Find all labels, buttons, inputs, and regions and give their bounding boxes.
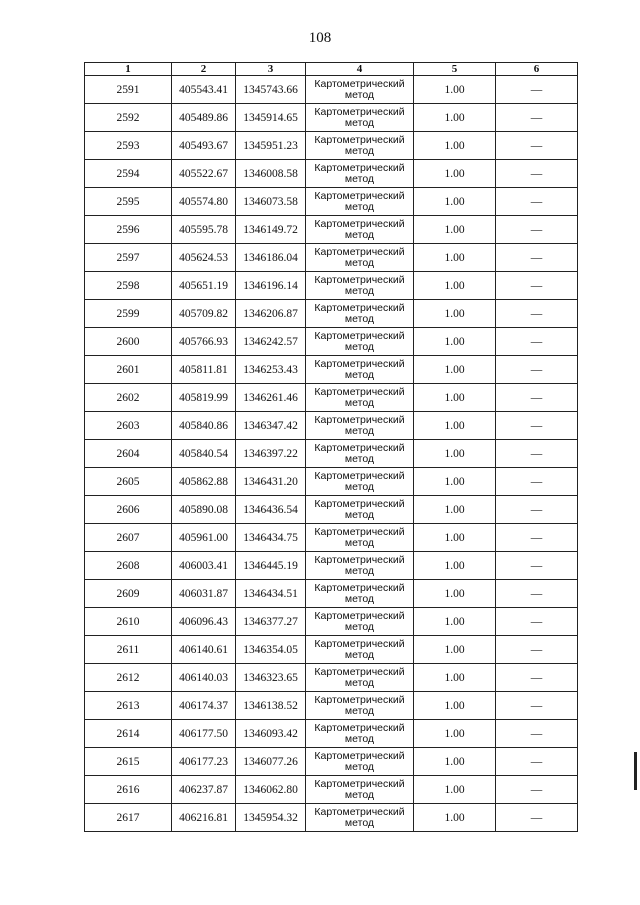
cell-accuracy: 1.00 xyxy=(414,664,496,692)
table-row xyxy=(85,104,578,132)
cell-point-number: 2605 xyxy=(85,468,172,496)
cell-method: Картометрический метод xyxy=(306,272,414,300)
cell-method: Картометрический метод xyxy=(306,412,414,440)
cell-note: — xyxy=(496,76,578,104)
cell-note: — xyxy=(496,160,578,188)
cell-y-coordinate: 1346196.14 xyxy=(236,272,306,300)
cell-point-number: 2594 xyxy=(85,160,172,188)
cell-note: — xyxy=(496,720,578,748)
cell-note: — xyxy=(496,216,578,244)
cell-x-coordinate: 405811.81 xyxy=(172,356,236,384)
cell-x-coordinate: 406216.81 xyxy=(172,804,236,832)
table-row xyxy=(85,720,578,748)
cell-x-coordinate: 405595.78 xyxy=(172,216,236,244)
cell-accuracy: 1.00 xyxy=(414,468,496,496)
cell-point-number: 2612 xyxy=(85,664,172,692)
cell-accuracy: 1.00 xyxy=(414,104,496,132)
cell-note: — xyxy=(496,244,578,272)
cell-y-coordinate: 1345954.32 xyxy=(236,804,306,832)
cell-accuracy: 1.00 xyxy=(414,776,496,804)
cell-point-number: 2603 xyxy=(85,412,172,440)
cell-y-coordinate: 1346431.20 xyxy=(236,468,306,496)
cell-note: — xyxy=(496,104,578,132)
header-col-6: 6 xyxy=(496,63,578,76)
cell-point-number: 2604 xyxy=(85,440,172,468)
cell-note: — xyxy=(496,384,578,412)
cell-method: Картометрический метод xyxy=(306,160,414,188)
table-row xyxy=(85,76,578,104)
cell-note: — xyxy=(496,552,578,580)
cell-x-coordinate: 405766.93 xyxy=(172,328,236,356)
cell-y-coordinate: 1346323.65 xyxy=(236,664,306,692)
cell-method: Картометрический метод xyxy=(306,356,414,384)
cell-method: Картометрический метод xyxy=(306,132,414,160)
cell-accuracy: 1.00 xyxy=(414,272,496,300)
cell-accuracy: 1.00 xyxy=(414,748,496,776)
cell-point-number: 2598 xyxy=(85,272,172,300)
cell-point-number: 2591 xyxy=(85,76,172,104)
table-row xyxy=(85,328,578,356)
cell-x-coordinate: 405840.54 xyxy=(172,440,236,468)
cell-method: Картометрический метод xyxy=(306,748,414,776)
cell-note: — xyxy=(496,608,578,636)
cell-x-coordinate: 406140.03 xyxy=(172,664,236,692)
cell-method: Картометрический метод xyxy=(306,76,414,104)
cell-accuracy: 1.00 xyxy=(414,132,496,160)
cell-method: Картометрический метод xyxy=(306,300,414,328)
cell-y-coordinate: 1346434.75 xyxy=(236,524,306,552)
cell-y-coordinate: 1346253.43 xyxy=(236,356,306,384)
table-row xyxy=(85,188,578,216)
cell-note: — xyxy=(496,496,578,524)
cell-point-number: 2596 xyxy=(85,216,172,244)
table-row xyxy=(85,412,578,440)
cell-method: Картометрический метод xyxy=(306,496,414,524)
page-number: 108 xyxy=(308,30,332,46)
cell-note: — xyxy=(496,328,578,356)
cell-accuracy: 1.00 xyxy=(414,356,496,384)
cell-note: — xyxy=(496,272,578,300)
cell-method: Картометрический метод xyxy=(306,580,414,608)
cell-method: Картометрический метод xyxy=(306,636,414,664)
cell-note: — xyxy=(496,748,578,776)
cell-y-coordinate: 1346445.19 xyxy=(236,552,306,580)
cell-method: Картометрический метод xyxy=(306,804,414,832)
cell-note: — xyxy=(496,580,578,608)
cell-accuracy: 1.00 xyxy=(414,328,496,356)
cell-method: Картометрический метод xyxy=(306,664,414,692)
cell-note: — xyxy=(496,356,578,384)
table-row xyxy=(85,552,578,580)
cell-accuracy: 1.00 xyxy=(414,300,496,328)
cell-x-coordinate: 405862.88 xyxy=(172,468,236,496)
cell-y-coordinate: 1346138.52 xyxy=(236,692,306,720)
table-row xyxy=(85,608,578,636)
cell-accuracy: 1.00 xyxy=(414,608,496,636)
table-row xyxy=(85,272,578,300)
cell-x-coordinate: 406237.87 xyxy=(172,776,236,804)
cell-accuracy: 1.00 xyxy=(414,412,496,440)
table-header-row xyxy=(85,63,578,76)
cell-accuracy: 1.00 xyxy=(414,216,496,244)
cell-point-number: 2617 xyxy=(85,804,172,832)
table-row xyxy=(85,636,578,664)
cell-x-coordinate: 405522.67 xyxy=(172,160,236,188)
cell-point-number: 2593 xyxy=(85,132,172,160)
cell-method: Картометрический метод xyxy=(306,608,414,636)
cell-point-number: 2595 xyxy=(85,188,172,216)
cell-accuracy: 1.00 xyxy=(414,720,496,748)
table-row xyxy=(85,244,578,272)
header-col-1: 1 xyxy=(85,63,172,76)
cell-note: — xyxy=(496,132,578,160)
table-row xyxy=(85,300,578,328)
cell-accuracy: 1.00 xyxy=(414,580,496,608)
cell-point-number: 2610 xyxy=(85,608,172,636)
cell-x-coordinate: 405961.00 xyxy=(172,524,236,552)
cell-y-coordinate: 1345914.65 xyxy=(236,104,306,132)
cell-method: Картометрический метод xyxy=(306,216,414,244)
cell-accuracy: 1.00 xyxy=(414,496,496,524)
cell-note: — xyxy=(496,412,578,440)
cell-note: — xyxy=(496,468,578,496)
table-row xyxy=(85,468,578,496)
cell-method: Картометрический метод xyxy=(306,468,414,496)
table-row xyxy=(85,664,578,692)
cell-point-number: 2616 xyxy=(85,776,172,804)
cell-y-coordinate: 1346149.72 xyxy=(236,216,306,244)
cell-x-coordinate: 405819.99 xyxy=(172,384,236,412)
cell-x-coordinate: 406177.23 xyxy=(172,748,236,776)
table-row xyxy=(85,384,578,412)
cell-method: Картометрический метод xyxy=(306,440,414,468)
table-row xyxy=(85,160,578,188)
cell-accuracy: 1.00 xyxy=(414,160,496,188)
cell-note: — xyxy=(496,188,578,216)
table-row xyxy=(85,440,578,468)
cell-y-coordinate: 1346206.87 xyxy=(236,300,306,328)
cell-point-number: 2606 xyxy=(85,496,172,524)
coordinates-table xyxy=(84,62,578,832)
cell-point-number: 2599 xyxy=(85,300,172,328)
cell-accuracy: 1.00 xyxy=(414,188,496,216)
cell-x-coordinate: 405709.82 xyxy=(172,300,236,328)
cell-x-coordinate: 405543.41 xyxy=(172,76,236,104)
cell-accuracy: 1.00 xyxy=(414,76,496,104)
cell-point-number: 2601 xyxy=(85,356,172,384)
cell-accuracy: 1.00 xyxy=(414,440,496,468)
table-row xyxy=(85,496,578,524)
cell-note: — xyxy=(496,664,578,692)
cell-y-coordinate: 1346073.58 xyxy=(236,188,306,216)
cell-method: Картометрический метод xyxy=(306,328,414,356)
cell-y-coordinate: 1346347.42 xyxy=(236,412,306,440)
table-row xyxy=(85,132,578,160)
table-row xyxy=(85,524,578,552)
cell-method: Картометрический метод xyxy=(306,692,414,720)
cell-method: Картометрический метод xyxy=(306,188,414,216)
cell-y-coordinate: 1345743.66 xyxy=(236,76,306,104)
cell-x-coordinate: 406174.37 xyxy=(172,692,236,720)
header-col-2: 2 xyxy=(172,63,236,76)
cell-x-coordinate: 406031.87 xyxy=(172,580,236,608)
cell-point-number: 2613 xyxy=(85,692,172,720)
cell-x-coordinate: 405493.67 xyxy=(172,132,236,160)
cell-y-coordinate: 1346186.04 xyxy=(236,244,306,272)
cell-point-number: 2614 xyxy=(85,720,172,748)
table-row xyxy=(85,356,578,384)
cell-x-coordinate: 406096.43 xyxy=(172,608,236,636)
cell-accuracy: 1.00 xyxy=(414,552,496,580)
cell-point-number: 2609 xyxy=(85,580,172,608)
cell-note: — xyxy=(496,300,578,328)
table-row xyxy=(85,804,578,832)
cell-y-coordinate: 1346261.46 xyxy=(236,384,306,412)
cell-y-coordinate: 1346008.58 xyxy=(236,160,306,188)
cell-y-coordinate: 1346062.80 xyxy=(236,776,306,804)
cell-point-number: 2608 xyxy=(85,552,172,580)
cell-note: — xyxy=(496,524,578,552)
cell-y-coordinate: 1346436.54 xyxy=(236,496,306,524)
header-col-4: 4 xyxy=(306,63,414,76)
cell-x-coordinate: 405489.86 xyxy=(172,104,236,132)
cell-y-coordinate: 1346242.57 xyxy=(236,328,306,356)
table-row xyxy=(85,748,578,776)
header-col-3: 3 xyxy=(236,63,306,76)
cell-accuracy: 1.00 xyxy=(414,524,496,552)
cell-note: — xyxy=(496,804,578,832)
cell-y-coordinate: 1346354.05 xyxy=(236,636,306,664)
scan-edge-mark xyxy=(634,752,637,790)
cell-method: Картометрический метод xyxy=(306,244,414,272)
table-row xyxy=(85,216,578,244)
cell-point-number: 2611 xyxy=(85,636,172,664)
cell-point-number: 2592 xyxy=(85,104,172,132)
cell-y-coordinate: 1345951.23 xyxy=(236,132,306,160)
cell-point-number: 2602 xyxy=(85,384,172,412)
cell-method: Картометрический метод xyxy=(306,552,414,580)
cell-point-number: 2615 xyxy=(85,748,172,776)
cell-method: Картометрический метод xyxy=(306,776,414,804)
cell-method: Картометрический метод xyxy=(306,104,414,132)
cell-x-coordinate: 406003.41 xyxy=(172,552,236,580)
cell-method: Картометрический метод xyxy=(306,384,414,412)
cell-x-coordinate: 405574.80 xyxy=(172,188,236,216)
cell-point-number: 2607 xyxy=(85,524,172,552)
cell-x-coordinate: 405890.08 xyxy=(172,496,236,524)
table-row xyxy=(85,776,578,804)
table-row xyxy=(85,580,578,608)
cell-y-coordinate: 1346077.26 xyxy=(236,748,306,776)
cell-x-coordinate: 405840.86 xyxy=(172,412,236,440)
cell-note: — xyxy=(496,636,578,664)
header-col-5: 5 xyxy=(414,63,496,76)
cell-y-coordinate: 1346397.22 xyxy=(236,440,306,468)
cell-y-coordinate: 1346377.27 xyxy=(236,608,306,636)
cell-y-coordinate: 1346093.42 xyxy=(236,720,306,748)
table-row xyxy=(85,692,578,720)
cell-note: — xyxy=(496,692,578,720)
cell-x-coordinate: 405651.19 xyxy=(172,272,236,300)
cell-point-number: 2597 xyxy=(85,244,172,272)
cell-note: — xyxy=(496,440,578,468)
cell-method: Картометрический метод xyxy=(306,524,414,552)
cell-y-coordinate: 1346434.51 xyxy=(236,580,306,608)
cell-method: Картометрический метод xyxy=(306,720,414,748)
cell-x-coordinate: 405624.53 xyxy=(172,244,236,272)
cell-accuracy: 1.00 xyxy=(414,384,496,412)
cell-x-coordinate: 406177.50 xyxy=(172,720,236,748)
cell-accuracy: 1.00 xyxy=(414,804,496,832)
cell-accuracy: 1.00 xyxy=(414,636,496,664)
cell-point-number: 2600 xyxy=(85,328,172,356)
cell-accuracy: 1.00 xyxy=(414,244,496,272)
cell-x-coordinate: 406140.61 xyxy=(172,636,236,664)
cell-accuracy: 1.00 xyxy=(414,692,496,720)
cell-note: — xyxy=(496,776,578,804)
